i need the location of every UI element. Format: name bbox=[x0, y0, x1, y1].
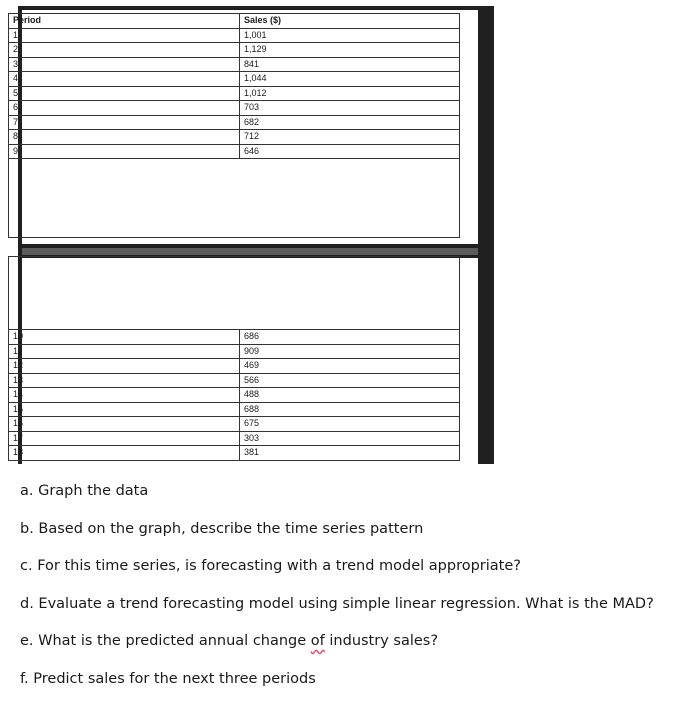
period-cell: 6 bbox=[9, 101, 240, 116]
sales-cell: 469 bbox=[240, 359, 460, 374]
sales-cell: 712 bbox=[240, 130, 460, 145]
question-e-text-end: industry sales? bbox=[324, 633, 439, 649]
sales-cell: 675 bbox=[240, 417, 460, 432]
table-row bbox=[9, 101, 460, 116]
table-row bbox=[9, 72, 460, 87]
period-cell: 11 bbox=[9, 344, 240, 359]
question-a: a. Graph the data bbox=[20, 483, 149, 499]
table-row bbox=[9, 373, 460, 388]
sales-table-part2 bbox=[8, 329, 460, 461]
period-cell: 13 bbox=[9, 373, 240, 388]
header-period: Period bbox=[9, 14, 240, 29]
period-cell: 17 bbox=[9, 431, 240, 446]
questions-list bbox=[20, 479, 680, 704]
table-row bbox=[9, 144, 460, 159]
period-cell: 18 bbox=[9, 446, 240, 461]
sales-cell: 841 bbox=[240, 57, 460, 72]
period-cell: 2 bbox=[9, 43, 240, 58]
sales-cell: 1,044 bbox=[240, 72, 460, 87]
sales-cell: 1,001 bbox=[240, 28, 460, 43]
sales-table-part1 bbox=[8, 13, 460, 159]
period-cell: 5 bbox=[9, 86, 240, 101]
table-row bbox=[9, 417, 460, 432]
period-cell: 16 bbox=[9, 417, 240, 432]
sales-cell: 682 bbox=[240, 115, 460, 130]
header-sales: Sales ($) bbox=[240, 14, 460, 29]
question-c: c. For this time series, is forecasting with a trend model appropriate? bbox=[20, 558, 521, 574]
table-row bbox=[9, 388, 460, 403]
spellcheck-marked-word: of bbox=[310, 633, 325, 649]
period-cell: 10 bbox=[9, 330, 240, 345]
question-d: d. Evaluate a trend forecasting model using simple linear regression. What is the MAD? bbox=[20, 595, 654, 612]
question-b: b. Based on the graph, describe the time series pattern bbox=[20, 520, 424, 537]
table-row bbox=[9, 130, 460, 145]
sales-cell: 703 bbox=[240, 101, 460, 116]
sales-cell: 646 bbox=[240, 144, 460, 159]
table-row bbox=[9, 115, 460, 130]
sales-cell: 488 bbox=[240, 388, 460, 403]
sales-cell: 381 bbox=[240, 446, 460, 461]
table-row bbox=[9, 344, 460, 359]
period-cell: 12 bbox=[9, 359, 240, 374]
sales-cell: 303 bbox=[240, 431, 460, 446]
table-row bbox=[9, 43, 460, 58]
period-cell: 9 bbox=[9, 144, 240, 159]
period-cell: 1 bbox=[9, 28, 240, 43]
table-row bbox=[9, 28, 460, 43]
table-empty-area-top bbox=[8, 154, 460, 238]
period-cell: 4 bbox=[9, 72, 240, 87]
period-cell: 3 bbox=[9, 57, 240, 72]
table-row bbox=[9, 431, 460, 446]
panel-divider bbox=[22, 248, 478, 255]
table-row bbox=[9, 86, 460, 101]
period-cell: 7 bbox=[9, 115, 240, 130]
sales-cell: 688 bbox=[240, 402, 460, 417]
table-row bbox=[9, 359, 460, 374]
sales-cell: 1,012 bbox=[240, 86, 460, 101]
period-cell: 15 bbox=[9, 402, 240, 417]
table-row bbox=[9, 446, 460, 461]
sales-cell: 1,129 bbox=[240, 43, 460, 58]
table-header-row bbox=[9, 14, 460, 29]
sales-cell: 566 bbox=[240, 373, 460, 388]
table-row bbox=[9, 330, 460, 345]
table-empty-area-bottom bbox=[8, 256, 460, 330]
table-row bbox=[9, 402, 460, 417]
table-row bbox=[9, 57, 460, 72]
question-e bbox=[20, 629, 680, 667]
question-e-text-start: e. What is the predicted annual change bbox=[20, 633, 311, 649]
question-f: f. Predict sales for the next three periods bbox=[20, 670, 316, 687]
sales-cell: 909 bbox=[240, 344, 460, 359]
sales-cell: 686 bbox=[240, 330, 460, 345]
period-cell: 8 bbox=[9, 130, 240, 145]
period-cell: 14 bbox=[9, 388, 240, 403]
